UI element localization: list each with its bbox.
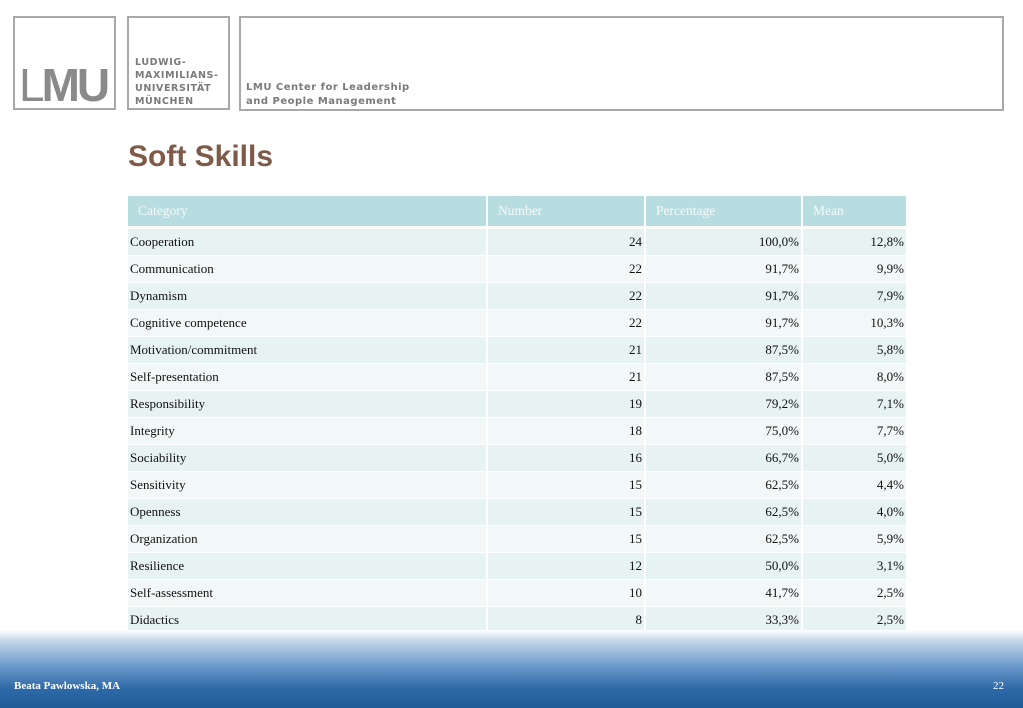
cell-number: 22 [487,283,645,310]
cell-mean: 2,5% [802,607,906,634]
center-name-box [239,16,1004,111]
cell-percentage: 41,7% [645,580,802,607]
cell-mean: 5,9% [802,526,906,553]
cell-mean: 7,7% [802,418,906,445]
cell-mean: 5,8% [802,337,906,364]
cell-number: 16 [487,445,645,472]
table-row [128,580,906,607]
cell-number: 19 [487,391,645,418]
university-line: MAXIMILIANS- [135,70,219,81]
cell-percentage: 33,3% [645,607,802,634]
cell-percentage: 75,0% [645,418,802,445]
cell-percentage: 87,5% [645,364,802,391]
cell-category: Sociability [128,445,487,472]
cell-mean: 5,0% [802,445,906,472]
cell-percentage: 50,0% [645,553,802,580]
cell-number: 10 [487,580,645,607]
cell-mean: 7,1% [802,391,906,418]
cell-number: 15 [487,472,645,499]
table-row [128,445,906,472]
lmu-logo [13,16,116,110]
cell-category: Didactics [128,607,487,634]
cell-mean: 3,1% [802,553,906,580]
cell-mean: 7,9% [802,283,906,310]
column-header-number: Number [487,196,645,228]
cell-percentage: 91,7% [645,256,802,283]
page-title: Soft Skills [128,140,274,173]
column-header-mean: Mean [802,196,906,228]
center-line: and People Management [246,95,397,107]
table-body [128,228,906,661]
cell-number: 18 [487,418,645,445]
cell-number: 24 [487,228,645,256]
cell-category: Self-presentation [128,364,487,391]
cell-number: 8 [487,607,645,634]
cell-number: 12 [487,553,645,580]
column-header-category: Category [128,196,487,228]
cell-category: Cooperation [128,228,487,256]
table-row [128,499,906,526]
cell-percentage: 62,5% [645,472,802,499]
center-name [246,81,410,108]
column-header-percentage: Percentage [645,196,802,228]
university-name-box [127,16,230,110]
center-line: LMU Center for Leadership [246,82,410,93]
cell-mean: 9,9% [802,256,906,283]
cell-category: Dynamism [128,283,487,310]
university-name [135,56,219,108]
cell-number: 21 [487,337,645,364]
cell-percentage: 100,0% [645,228,802,256]
cell-mean: 12,8% [802,228,906,256]
cell-category: Communication [128,256,487,283]
cell-percentage: 62,5% [645,499,802,526]
cell-percentage: 62,5% [645,526,802,553]
table-row [128,553,906,580]
table-row [128,310,906,337]
cell-percentage: 66,7% [645,445,802,472]
page-number: 22 [993,680,1004,692]
cell-number: 22 [487,310,645,337]
university-line: LUDWIG- [135,57,187,68]
cell-category: Motivation/commitment [128,337,487,364]
university-line: MÜNCHEN [135,96,194,107]
lmu-logo-text: LMU [19,59,108,111]
table-row [128,283,906,310]
cell-category: Resilience [128,553,487,580]
cell-percentage: 91,7% [645,283,802,310]
cell-category: Organization [128,526,487,553]
soft-skills-table [128,196,906,661]
footer-author: Beata Pawlowska, MA [14,680,121,692]
cell-percentage: 87,5% [645,337,802,364]
cell-category: Self-assessment [128,580,487,607]
footer-bar [0,630,1023,708]
cell-category: Responsibility [128,391,487,418]
table-row [128,418,906,445]
cell-number: 15 [487,499,645,526]
table-row [128,472,906,499]
cell-category: Sensitivity [128,472,487,499]
cell-category: Integrity [128,418,487,445]
cell-number: 21 [487,364,645,391]
cell-percentage: 79,2% [645,391,802,418]
table-row [128,256,906,283]
cell-mean: 2,5% [802,580,906,607]
cell-mean: 4,4% [802,472,906,499]
university-line: UNIVERSITÄT [135,83,212,94]
cell-category: Cognitive competence [128,310,487,337]
cell-mean: 4,0% [802,499,906,526]
table-header-row [128,196,906,228]
table-row [128,337,906,364]
table-row [128,526,906,553]
table-row [128,228,906,256]
cell-mean: 8,0% [802,364,906,391]
cell-percentage: 91,7% [645,310,802,337]
cell-mean: 10,3% [802,310,906,337]
cell-number: 22 [487,256,645,283]
header-divider [239,109,1004,111]
cell-category: Openness [128,499,487,526]
table-row [128,364,906,391]
cell-number: 15 [487,526,645,553]
table-row [128,391,906,418]
